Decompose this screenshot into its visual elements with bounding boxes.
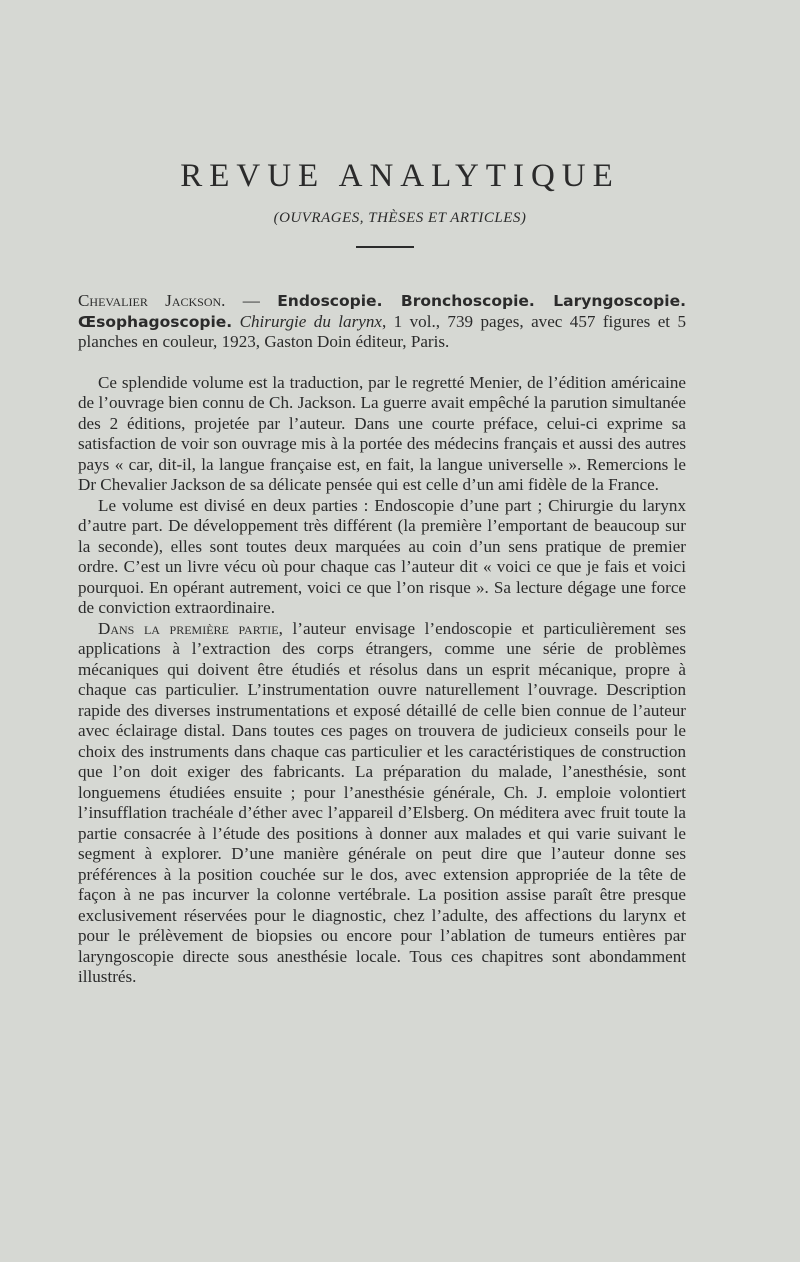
paragraph-1: Ce splendide volume est la traduction, par le regretté Menier, de l’édition américaine de l’ouvrage bien connu de Ch. Jackson. La guerre avait empêché la parution simultanée des 2 éditions, projetée par l’auteur. Dans une courte préface, celui-ci exprime sa satisfaction de voir son ouvrage mis à la portée des médecins français et aussi des autres pays « car, dit-il, la langue française est, en fait, la langue universelle ». Remercions le Dr Chevalier Jackson de sa délicate pensée qui est celle d’un ami fidèle de la France. [78, 372, 686, 494]
paragraph-3 [78, 619, 686, 988]
paragraph-3-text: l’auteur envisage l’endoscopie et particulièrement ses applications à l’extraction des corps étrangers, comme une série de problèmes mécaniques qui doivent être étudiés et résolus dans un esprit mécanique, propre à chaque cas particulier. L’instrumentation ouvre naturellement l’ouvrage. Description rapide des diverses instrumentations et exposé détaillé de celle bien connue de l’auteur avec éclairage distal. Dans toutes ces pages on trouvera de judicieux conseils pour le choix des instruments dans chaque cas particulier et les caractéristiques de construction que l’on doit exiger des fabricants. La préparation du malade, l’anesthésie, sont longuemens étudiées ensuite ; pour l’anesthésie générale, Ch. J. emploie volontiert l’insufflation trachéale d’éther avec l’appareil d’Elsberg. On méditera avec fruit toute la partie consacrée à l’étude des positions à donner aux malades et qui varie suivant le segment à explorer. D’une manière générale on peut dire que l’auteur donne ses préférences à la position couchée sur le dos, avec extension appropriée de la tête de façon à ne pas incurver la colonne vertébrale. La position assise paraît être presque exclusivement réservées pour le diagnostic, chez l’adulte, des affections du larynx et pour le prélèvement de biopsies ou encore pour l’ablation de tumeurs entières par laryngoscopie directe sous anesthésie locale. Tous ces chapitres sont abondamment illustrés. [78, 618, 686, 986]
review-text [78, 291, 686, 988]
review-author: Chevalier Jackson. — [78, 291, 278, 310]
review-citation [78, 291, 686, 353]
section-heading: REVUE ANALYTIQUE [180, 158, 620, 194]
title-divider [356, 246, 414, 248]
section-subheading: (OUVRAGES, THÈSES ET ARTICLES) [273, 210, 527, 226]
paragraph-3-lead: Dans la première partie, [98, 618, 283, 638]
review-original-title: Chirurgie du larynx [239, 311, 382, 331]
review-details: , 1 vol., 739 pages, avec 457 figures et 5 planches en couleur, 1923, Gaston Doin éditeur, Paris. [78, 311, 687, 351]
review-book-title: Endoscopie. Bronchoscopie. Laryngoscopie. Œsophagoscopie. [78, 292, 686, 331]
paragraph-2: Le volume est divisé en deux parties : Endoscopie d’une part ; Chirurgie du larynx d’autre part. De développement très différent (la première l’emportant de beaucoup sur la seconde), elles sont toutes deux marquées au coin d’un sens pratique de premier ordre. C’est un livre vécu où pour chaque cas l’auteur dit « voici ce que je fais et voici pourquoi. En opérant autrement, voici ce que l’on risque ». Sa lecture dégage une force de conviction extraordinaire. [78, 495, 686, 617]
